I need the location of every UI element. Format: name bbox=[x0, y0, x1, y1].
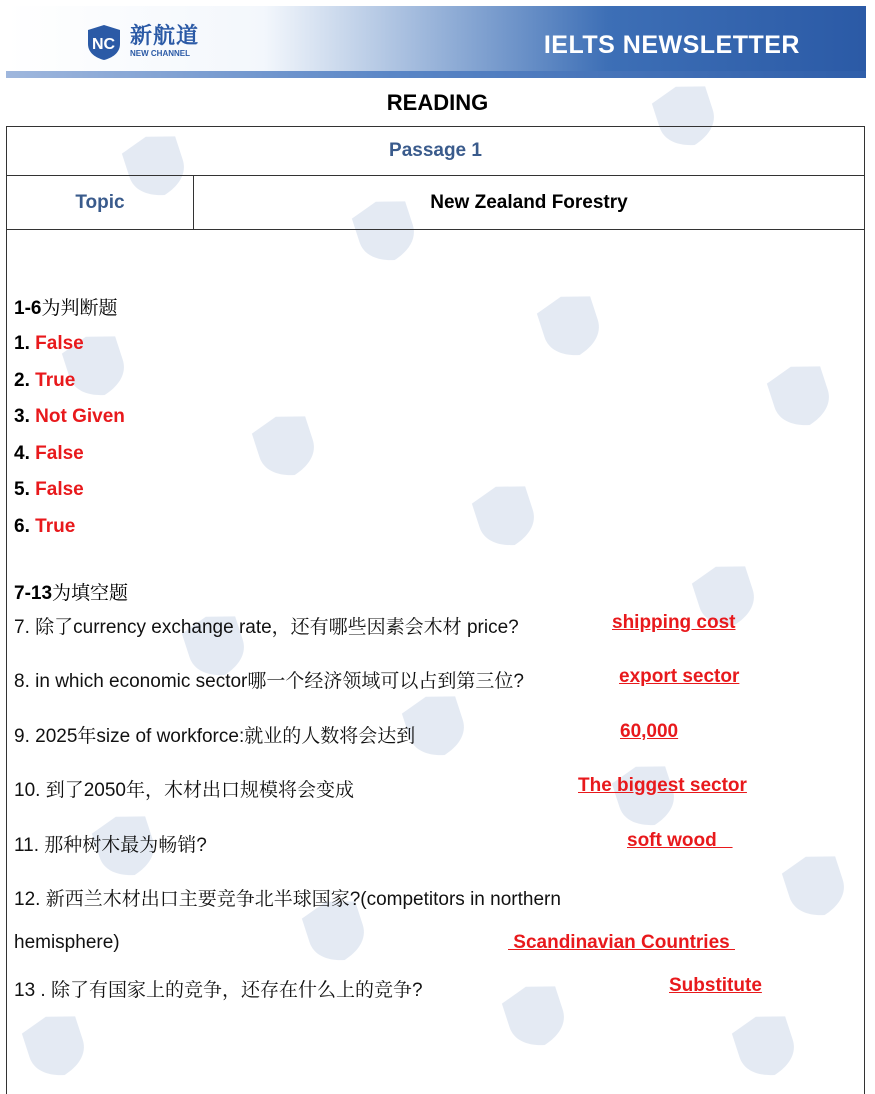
fill-heading-cn: 为填空题 bbox=[52, 583, 129, 604]
question-text: 12. 新西兰木材出口主要竞争北半球国家?(competitors in northern bbox=[14, 889, 561, 910]
item-number: 5. bbox=[14, 479, 30, 500]
section-title: READING bbox=[386, 90, 489, 115]
item-number: 6. bbox=[14, 516, 30, 537]
fill-answer: export sector bbox=[619, 666, 740, 687]
header-banner bbox=[6, 6, 866, 78]
answer-table bbox=[6, 126, 865, 1094]
topic-label: Topic bbox=[7, 176, 194, 229]
topic-row bbox=[7, 176, 864, 230]
question-text: 10. 到了2050年，木材出口规模将会变成 bbox=[14, 780, 354, 801]
logo bbox=[84, 20, 199, 64]
fill-answer: soft wood bbox=[627, 830, 733, 851]
fill-answer: The biggest sector bbox=[578, 775, 747, 796]
answer-text: False bbox=[35, 443, 84, 464]
item-number: 4. bbox=[14, 443, 30, 464]
fill-answer: shipping cost bbox=[612, 612, 736, 633]
answer-text: True bbox=[35, 516, 76, 537]
list-item bbox=[14, 516, 75, 538]
svg-text:NC: NC bbox=[92, 36, 116, 53]
tf-heading bbox=[14, 293, 117, 320]
newsletter-title: IELTS NEWSLETTER bbox=[543, 31, 800, 59]
tf-heading-num: 1-6 bbox=[14, 298, 42, 319]
answer-text: False bbox=[35, 333, 84, 354]
question-text: hemisphere) bbox=[14, 932, 120, 953]
new-channel-logo-icon bbox=[84, 22, 124, 62]
answer-text: True bbox=[35, 370, 76, 391]
list-item bbox=[14, 479, 84, 501]
question-text: 7. 除了currency exchange rate，还有哪些因素会木材 price? bbox=[14, 617, 519, 638]
list-item bbox=[14, 370, 75, 392]
answer-text: False bbox=[35, 479, 84, 500]
item-number: 3. bbox=[14, 406, 30, 427]
fill-heading bbox=[14, 578, 128, 605]
item-number: 1. bbox=[14, 333, 30, 354]
passage-label: Passage 1 bbox=[389, 140, 482, 161]
list-item bbox=[14, 333, 84, 355]
fill-heading-num: 7-13 bbox=[14, 583, 53, 604]
fill-answer: Substitute bbox=[669, 975, 762, 996]
question-text: 13 . 除了有国家上的竞争，还存在什么上的竞争? bbox=[14, 980, 423, 1001]
tf-heading-cn: 为判断题 bbox=[41, 298, 118, 319]
question-text: 11. 那种树木最为畅销? bbox=[14, 835, 207, 856]
question-text: 8. in which economic sector哪一个经济领域可以占到第三位? bbox=[14, 671, 524, 692]
fill-answer: Scandinavian Countries bbox=[508, 932, 735, 953]
passage-row bbox=[7, 127, 864, 176]
list-item bbox=[14, 443, 84, 465]
answer-text: Not Given bbox=[35, 406, 125, 427]
topic-value: New Zealand Forestry bbox=[430, 191, 628, 213]
fill-answer: 60,000 bbox=[620, 721, 679, 742]
list-item bbox=[14, 406, 125, 428]
item-number: 2. bbox=[14, 370, 30, 391]
logo-cn-text: 新航道 bbox=[130, 24, 200, 49]
question-text: 9. 2025年size of workforce:就业的人数将会达到 bbox=[14, 726, 416, 747]
logo-en-text: NEW CHANNEL bbox=[130, 49, 190, 58]
